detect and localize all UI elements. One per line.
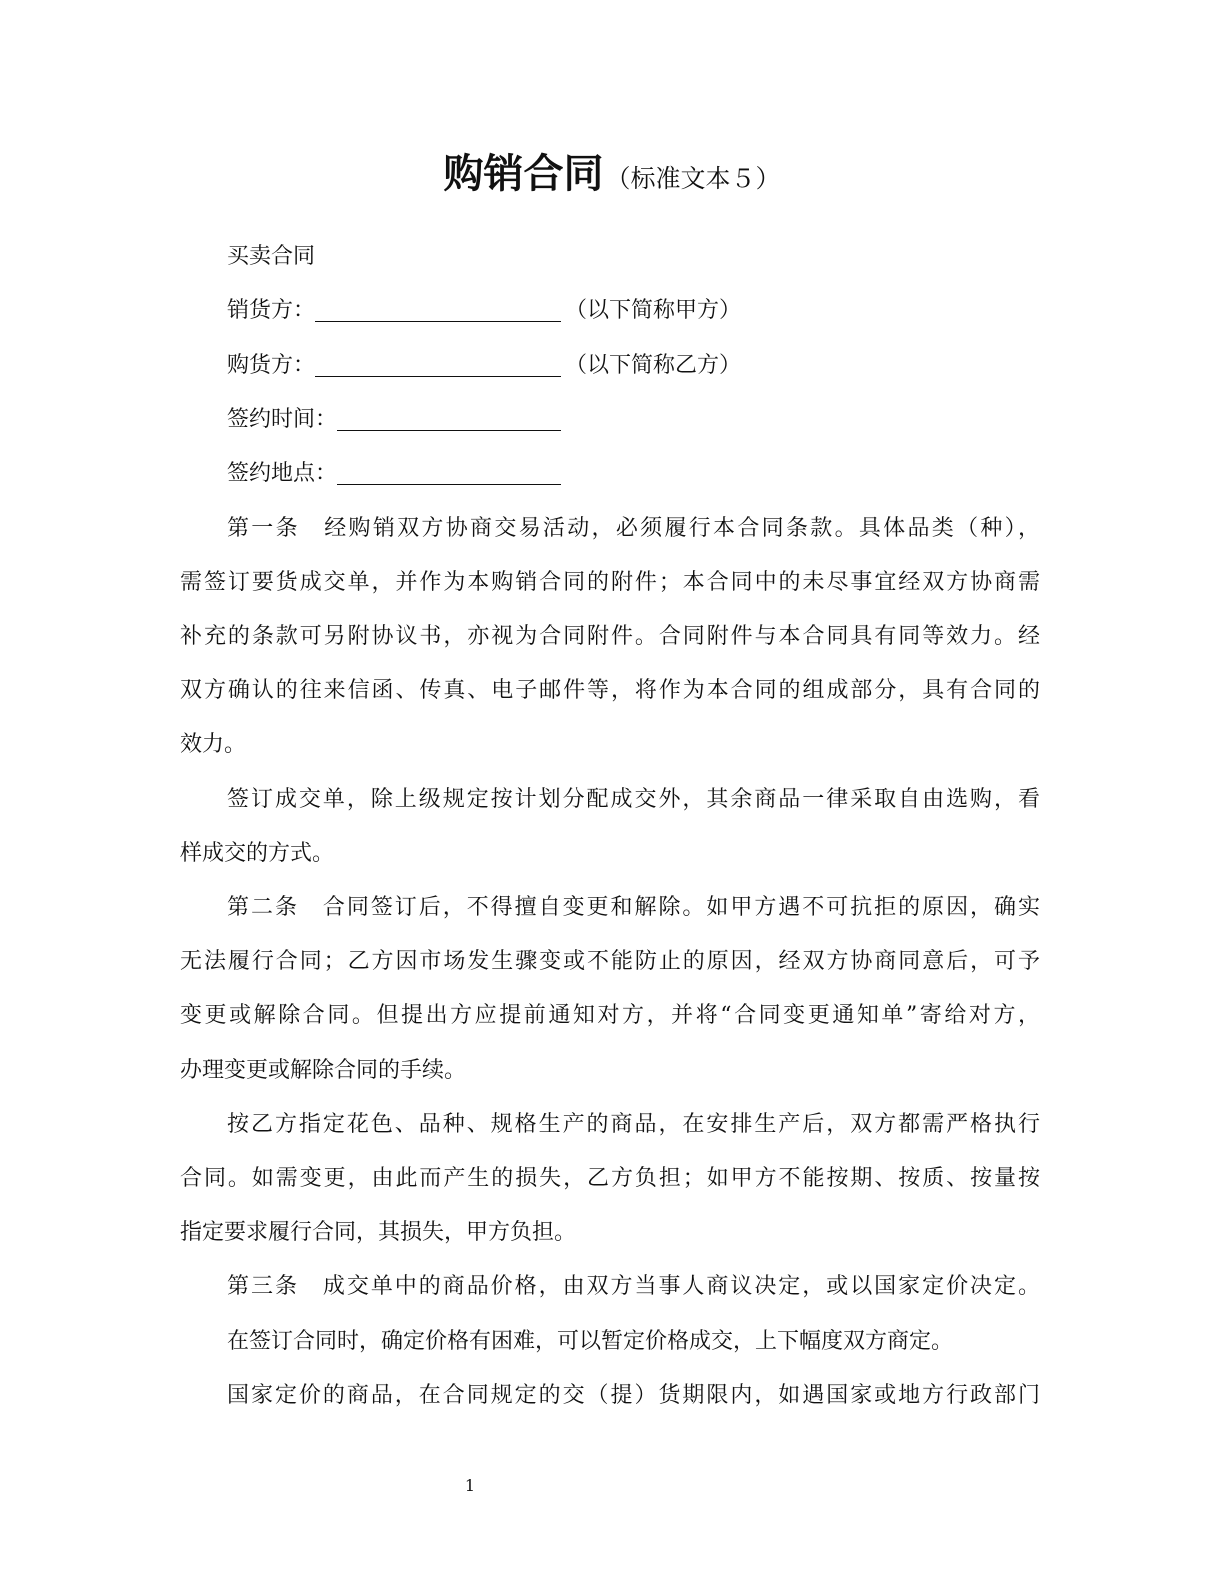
- body-line: 合同。如需变更，由此而产生的损失，乙方负担；如甲方不能按期、按质、按量按: [180, 1166, 1040, 1191]
- body-line: 样成交的方式。: [180, 841, 335, 866]
- body-line: 按乙方指定花色、品种、规格生产的商品，在安排生产后，双方都需严格执行: [227, 1112, 1040, 1137]
- body-line: 签订成交单，除上级规定按计划分配成交外，其余商品一律采取自由选购，看: [227, 787, 1040, 812]
- contract-type-label: 买卖合同: [227, 244, 316, 269]
- body-line: 变更或解除合同。但提出方应提前通知对方，并将“合同变更通知单”寄给对方，: [180, 1003, 1040, 1028]
- sign-time-row: [227, 393, 565, 447]
- title-subtitle: （标准文本５）: [605, 164, 781, 193]
- buyer-label: 购货方：: [227, 353, 316, 378]
- sign-time-label: 签约时间：: [227, 407, 338, 432]
- seller-label: 销货方：: [227, 298, 316, 323]
- body-line: 需签订要货成交单，并作为本购销合同的附件；本合同中的未尽事宜经双方协商需: [180, 570, 1040, 595]
- sign-place-row: [227, 447, 565, 501]
- sign-time-blank-field[interactable]: [337, 406, 561, 431]
- body-line: 国家定价的商品，在合同规定的交（提）货期限内，如遇国家或地方行政部门: [227, 1383, 1040, 1408]
- body-line: 办理变更或解除合同的手续。: [180, 1058, 467, 1083]
- seller-note: （以下简称甲方）: [565, 298, 742, 323]
- page-number: 1: [464, 1476, 476, 1495]
- seller-blank-field[interactable]: [315, 297, 561, 322]
- body-line: 双方确认的往来信函、传真、电子邮件等，将作为本合同的组成部分，具有合同的: [180, 678, 1040, 703]
- title-main: 购销合同: [443, 151, 604, 197]
- sign-place-label: 签约地点：: [227, 461, 338, 486]
- body-line: 无法履行合同；乙方因市场发生骤变或不能防止的原因，经双方协商同意后，可予: [180, 949, 1040, 974]
- body-line: 第三条 成交单中的商品价格，由双方当事人商议决定，或以国家定价决定。: [227, 1274, 1040, 1299]
- document-title: [0, 142, 1224, 199]
- body-line: 效力。: [180, 732, 247, 757]
- sign-place-blank-field[interactable]: [337, 460, 561, 485]
- contract-type-row: [227, 230, 315, 284]
- body-line: 补充的条款可另附协议书，亦视为合同附件。合同附件与本合同具有同等效力。经: [180, 624, 1040, 649]
- buyer-blank-field[interactable]: [315, 352, 561, 377]
- body-line: 第一条 经购销双方协商交易活动，必须履行本合同条款。具体品类（种），: [227, 516, 1040, 541]
- buyer-note: （以下简称乙方）: [565, 353, 742, 378]
- body-line: 第二条 合同签订后，不得擅自变更和解除。如甲方遇不可抗拒的原因，确实: [227, 895, 1040, 920]
- body-line: 在签订合同时，确定价格有困难，可以暂定价格成交，上下幅度双方商定。: [227, 1329, 954, 1354]
- seller-row: [227, 284, 741, 338]
- body-line: 指定要求履行合同，其损失，甲方负担。: [180, 1220, 577, 1245]
- buyer-row: [227, 339, 741, 393]
